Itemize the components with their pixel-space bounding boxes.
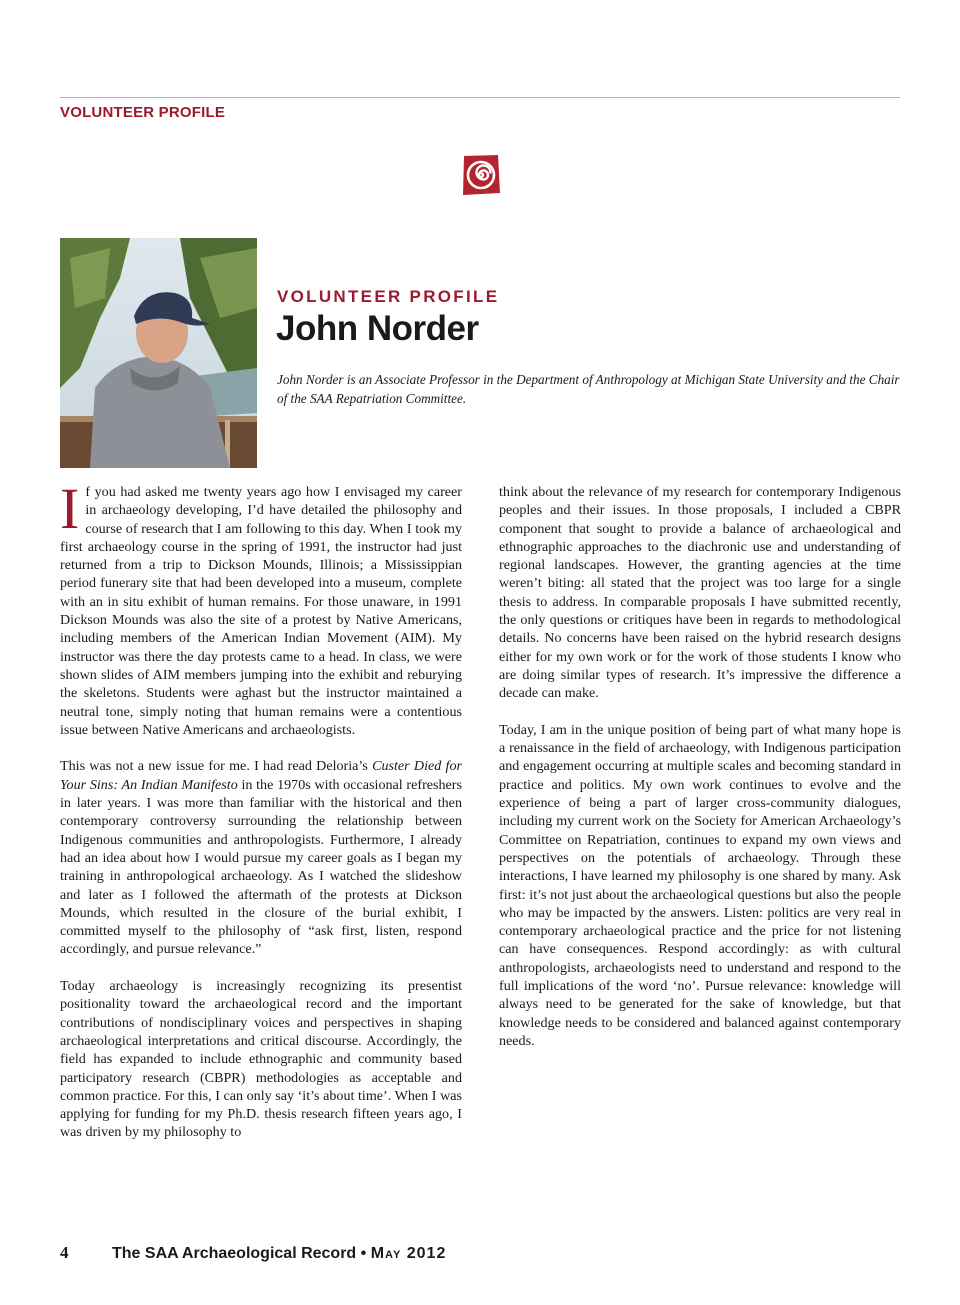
drop-cap: I xyxy=(60,476,80,541)
issue-date: May 2012 xyxy=(370,1245,447,1262)
paragraph-2: This was not a new issue for me. I had read Deloria’s Custer Died for Your Sins: An Indian Manifesto in the 1970s with occasional refreshers in later years. I was more than familiar with the historical and then contemporary controversy surrounding the relationship between Indigenous communities and anthropologists. Furthermore, I already had an idea about how I would pursue my career goals as I began my training in anthropological archaeology. As I watched the slideshow and later as I followed the aftermath of the protests at Dickson Mounds, which resulted in the closure of the burial exhibit, I committed myself to the philosophy of “ask first, listen, respond accordingly, and pursue relevance.” xyxy=(60,758,462,958)
profile-name: John Norder xyxy=(276,309,479,348)
profile-kicker: VOLUNTEER PROFILE xyxy=(277,287,500,306)
page-number: 4 xyxy=(60,1243,69,1262)
profile-bio: John Norder is an Associate Professor in the Department of Anthropology at Michigan State University and the Chair of the SAA Repatriation Committee. xyxy=(277,372,900,406)
header-rule xyxy=(60,97,900,98)
publication-title: The SAA Archaeological Record xyxy=(112,1245,357,1262)
book-title: Custer Died for Your Sins: An Indian Manifesto xyxy=(60,758,462,793)
paragraph-1 xyxy=(60,476,462,739)
footer-bullet: • xyxy=(360,1245,367,1262)
paragraph-5: Today, I am in the unique position of being part of what many hope is a renaissance in the field of archaeology, with Indigenous participation and engagement occurring at multiple scales and becoming standard in practice and politics. My own work continues to evolve and the experience of being a part of larger cross-community dialogues, including my current work on the Society for American Archaeology’s Committee on Repatriation, continues to expand my own views and perspectives on the potentials of archaeology. Through these interactions, I have learned my philosophy is one shared by many. Ask first: it’s not just about the archaeological questions but also the people who may be impacted by the answers. Listen: politics are very real in contemporary archaeological practice and the price for not listening can have consequences. Respond accordingly: as with cultural anthropologists, archaeologists need to understand and respond to the full implications of the word ‘no’. Pursue relevance: knowledge will always need to be generated for the sake of knowledge, but that knowledge needs to be considered and balanced against contemporary needs. xyxy=(499,721,901,1049)
paragraph-1-text: f you had asked me twenty years ago how I envisaged my career in archaeology developing, I’d have detailed the philosophy and course of research that I am following to this day. When I took my first archaeology course in the spring of 1991, the instructor had just returned from a trip to Dickson Mounds, Illinois; a Mississippian period funerary site that had been developed into a museum, complete with an in situ exhibit of human remains. For those unaware, in 1991 Dickson Mounds was also the site of a protest by Native Americans, including members of the American Indian Movement (AIM). My instructor was there the day protests came to a head. In class, we were shown slides of AIM members jumping into the exhibit and reburying the skeletons. Students were aghast but the instructor maintained a neutral tone, simply noting that human remains were a contentious issue between Native Americans and archaeologists. xyxy=(60,484,462,738)
section-label: VOLUNTEER PROFILE xyxy=(60,104,226,121)
paragraph-3: Today archaeology is increasingly recognizing its presentist positionality toward the archaeological record and the important contributions of nondisciplinary voices and perspectives in shaping archaeological interpretations and critical discourse. Accordingly, the field has expanded to include ethnographic and community based participatory research (CBPR) methodologies as acceptable and common practice. For this, I can only say ‘it’s about time’. When I was applying for funding for my Ph.D. thesis research fifteen years ago, I was driven by my philosophy to xyxy=(60,978,462,1141)
article-column-left xyxy=(60,476,462,1160)
page-footer xyxy=(60,1243,446,1263)
portrait-photo xyxy=(60,238,257,468)
paragraph-4: think about the relevance of my research for contemporary Indigenous peoples and their issues. In those proposals, I included a CBPR component that sought to provide a balance of archaeological and ethnographic approaches to the diachronic use and understanding of regional landscapes. However, the granting agencies at the time weren’t biting: all stated that the project was too large for a single thesis to address. In comparable proposals I have submitted recently, the only questions or critiques have been in regards to methodological details. No concerns have been raised on the hybrid research designs either for my own work or for the work of those students I know who are doing similar types of research. It’s impressive the difference a decade can make. xyxy=(499,484,901,702)
spiral-logo-icon xyxy=(460,153,502,197)
article-column-right xyxy=(499,483,901,1069)
